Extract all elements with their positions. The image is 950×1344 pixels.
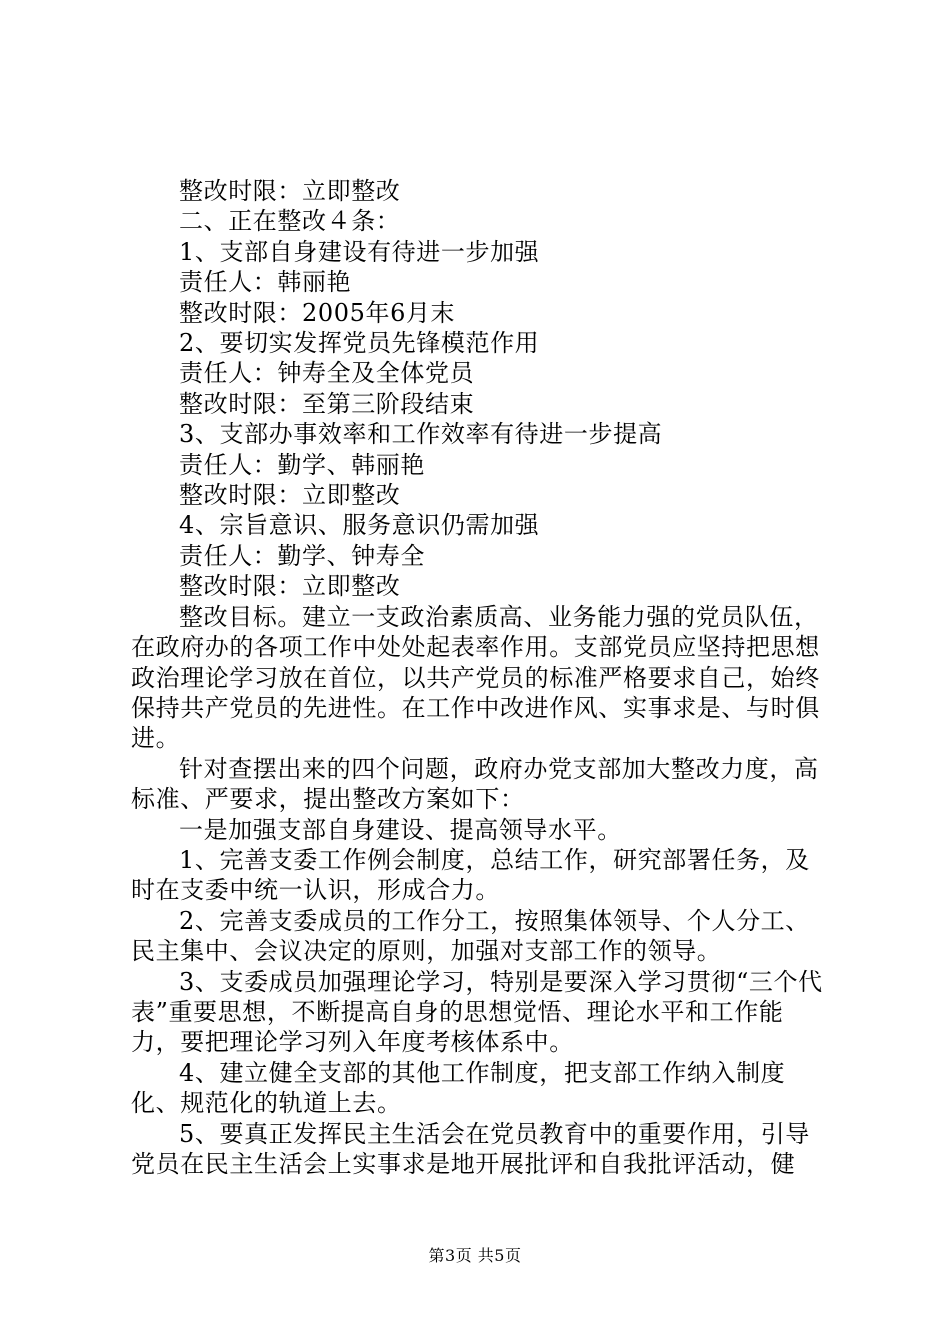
item-title: 2、要切实发挥党员先锋模范作用 xyxy=(179,329,540,358)
section-heading: 二、正在整改４条： xyxy=(179,207,401,236)
goal-paragraph: 整改目标。建立一支政治素质高、业务能力强的党员队伍，在政府办的各项工作中处处起表率作用。支部党员应坚持把思想政治理论学习放在首位，以共产党员的标准严格要求自己，始终保持共产党员的先进性。在工作中改进作风、实事求是、与时俱进。 xyxy=(131,602,820,753)
deadline-line: 整改时限：立即整改 xyxy=(179,481,401,510)
item-title: 4、宗旨意识、服务意识仍需加强 xyxy=(179,511,540,540)
deadline-line: 整改时限：至第三阶段结束 xyxy=(179,389,475,418)
plan-heading: 一是加强支部自身建设、提高领导水平。 xyxy=(179,815,622,844)
deadline-line: 整改时限：2005年6月末 xyxy=(179,298,456,327)
page-number-footer: 第3页 共5页 xyxy=(428,1246,522,1265)
responsible-line: 责任人：钟寿全及全体党员 xyxy=(179,359,475,388)
plan-item: 1、完善支委工作例会制度，总结工作，研究部署任务，及时在支委中统一认识，形成合力。 xyxy=(131,845,810,905)
plan-item: 2、完善支委成员的工作分工，按照集体领导、个人分工、民主集中、会议决定的原则，加强对支部工作的领导。 xyxy=(131,906,810,966)
item-title: 1、支部自身建设有待进一步加强 xyxy=(179,237,540,266)
page-body xyxy=(131,176,831,1179)
responsible-line: 责任人：韩丽艳 xyxy=(179,268,352,297)
deadline-line: 整改时限：立即整改 xyxy=(179,572,401,601)
item-title: 3、支部办事效率和工作效率有待进一步提高 xyxy=(179,420,663,449)
plan-item: 3、支委成员加强理论学习，特别是要深入学习贯彻“三个代表”重要思想，不断提高自身的思想觉悟、理论水平和工作能力，要把理论学习列入年度考核体系中。 xyxy=(131,967,823,1057)
responsible-line: 责任人：勤学、韩丽艳 xyxy=(179,450,425,479)
plan-intro-paragraph: 针对查摆出来的四个问题，政府办党支部加大整改力度，高标准、严要求，提出整改方案如下： xyxy=(131,754,819,814)
deadline-line: 整改时限：立即整改 xyxy=(179,177,401,205)
responsible-line: 责任人：勤学、钟寿全 xyxy=(179,541,425,570)
plan-item: 5、要真正发挥民主生活会在党员教育中的重要作用，引导党员在民主生活会上实事求是地开展批评和自我批评活动，健 xyxy=(131,1119,810,1178)
plan-item: 4、建立健全支部的其他工作制度，把支部工作纳入制度化、规范化的轨道上去。 xyxy=(131,1058,786,1118)
